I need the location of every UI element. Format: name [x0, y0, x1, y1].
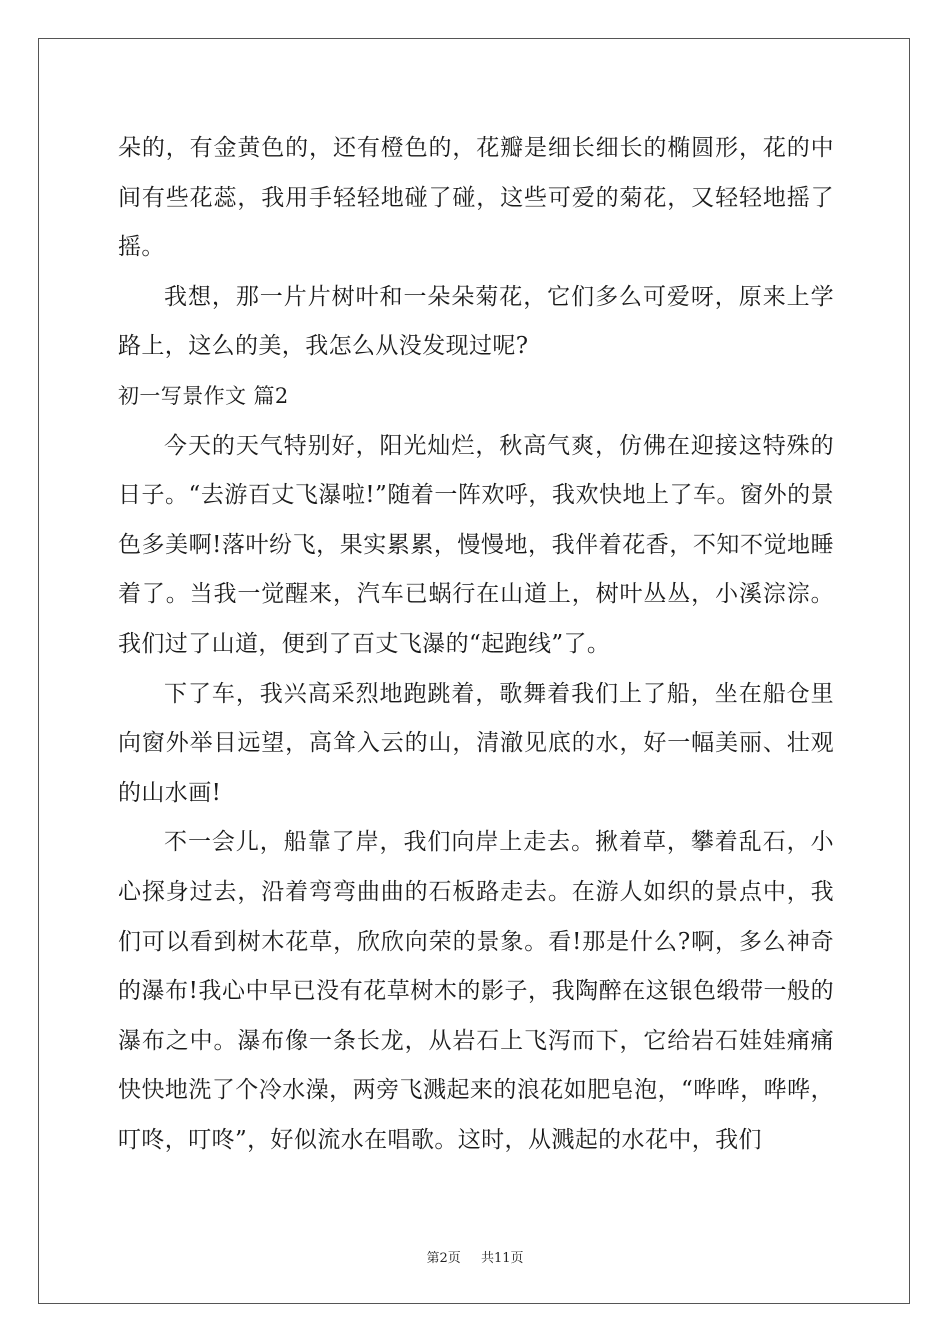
page-total: 共11页	[480, 1251, 524, 1266]
paragraph-5: 不一会儿，船靠了岸，我们向岸上走去。揪着草，攀着乱石，小心探身过去，沿着弯弯曲曲的石板路走去。在游人如织的景点中，我们可以看到树木花草，欣欣向荣的景象。看!那是什么?啊，多么神奇的瀑布!我心中早已没有花草树木的影子，我陶醉在这银色缎带一般的瀑布之中。瀑布像一条长龙，从岩石上飞泻而下，它给岩石娃娃痛痛快快地洗了个冷水澡，两旁飞溅起来的浪花如肥皂泡，“哗哗，哗哗，叮咚，叮咚”，好似流水在唱歌。这时，从溅起的水花中，我们	[118, 829, 834, 1153]
page-footer	[0, 1247, 950, 1266]
paragraph-4: 下了车，我兴高采烈地跑跳着，歌舞着我们上了船，坐在船仓里向窗外举目远望，高耸入云的山，清澈见底的水，好一幅美丽、壮观的山水画!	[118, 680, 834, 806]
document-body	[118, 124, 834, 1165]
paragraph-1: 朵的，有金黄色的，还有橙色的，花瓣是细长细长的椭圆形，花的中间有些花蕊，我用手轻轻地碰了碰，这些可爱的菊花，又轻轻地摇了摇。	[118, 135, 834, 261]
page-number: 第2页	[426, 1251, 461, 1266]
paragraph-2: 我想，那一片片树叶和一朵朵菊花，它们多么可爱呀，原来上学路上，这么的美，我怎么从没发现过呢?	[118, 283, 834, 360]
paragraph-3: 今天的天气特别好，阳光灿烂，秋高气爽，仿佛在迎接这特殊的日子。“去游百丈飞瀑啦!”随着一阵欢呼，我欢快地上了车。窗外的景色多美啊!落叶纷飞，果实累累，慢慢地，我伴着花香，不知不觉地睡着了。当我一觉醒来，汽车已蜗行在山道上，树叶丛丛，小溪淙淙。我们过了山道，便到了百丈飞瀑的“起跑线”了。	[118, 432, 834, 657]
section-heading: 初一写景作文 篇2	[118, 383, 289, 408]
